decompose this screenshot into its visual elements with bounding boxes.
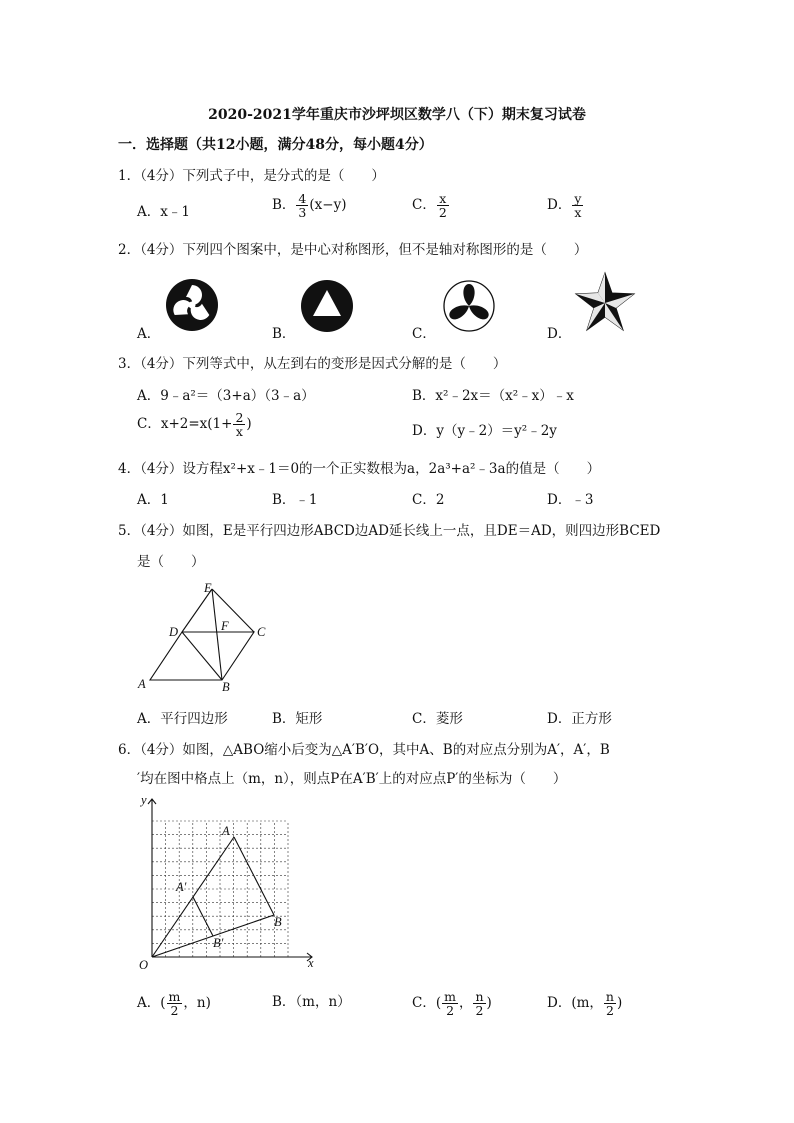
label-f: F — [221, 619, 229, 633]
label-a: A — [138, 677, 146, 691]
q6-option-c-separator: ， — [458, 995, 473, 1012]
q3-option-c-fraction — [233, 411, 245, 438]
q1-option-b-fraction — [296, 192, 308, 219]
q6-option-a-fraction — [167, 990, 183, 1017]
q6-stem-line1: 6．（4分）如图，△ABO缩小后变为△A′B′O，其中A、B的对应点分别为A′，A′，B — [118, 742, 610, 758]
q6-option-a[interactable] — [137, 990, 211, 1017]
page-title: 2020-2021学年重庆市沙坪坝区数学八（下）期末复习试卷 — [208, 107, 586, 123]
q5-parallelogram-figure — [132, 578, 282, 696]
segment-ec — [212, 589, 254, 632]
q6-option-d-suffix: ) — [616, 995, 623, 1012]
q6-option-d[interactable] — [547, 990, 622, 1017]
q6-option-b[interactable]: B．（m，n） — [272, 994, 351, 1010]
q6-d-numerator: n — [605, 989, 614, 1004]
q1-stem: 1．（4分）下列式子中，是分式的是（ ） — [118, 168, 385, 184]
q2-option-d[interactable]: D． — [547, 326, 572, 342]
q5-option-d[interactable]: D．正方形 — [547, 711, 612, 727]
q3-stem: 3．（4分）下列等式中，从左到右的变形是因式分解的是（ ） — [118, 356, 507, 372]
q1-option-c-prefix: C． — [412, 197, 436, 214]
q5-stem-line1: 5．（4分）如图，E是平行四边形ABCD边AD延长线上一点，且DE＝AD，则四边形BCED — [118, 523, 661, 539]
q5-stem-line2: 是（ ） — [137, 554, 205, 570]
label-d: D — [169, 625, 179, 639]
q2-option-b[interactable]: B． — [272, 326, 296, 342]
pattern-b-circle-triangle-icon — [300, 279, 354, 333]
q3-option-c[interactable] — [137, 411, 252, 438]
q6-option-d-prefix: D．(m， — [547, 995, 603, 1012]
q1-option-d[interactable] — [547, 192, 584, 219]
q3-option-c-prefix: C．x+2=x(1+ — [137, 416, 233, 433]
segment-db — [182, 632, 222, 680]
pattern-c-three-petal-icon — [442, 279, 496, 333]
q5-option-a[interactable]: A．平行四边形 — [137, 711, 228, 727]
q6-option-c-fraction-1 — [442, 990, 458, 1017]
q6-c-numerator-2: n — [475, 989, 484, 1004]
q2-option-c[interactable]: C． — [412, 326, 436, 342]
label-e: E — [204, 581, 212, 595]
q1-option-b-prefix: B． — [272, 197, 296, 214]
q1-d-numerator: y — [574, 191, 582, 206]
q6-option-c-fraction-2 — [473, 990, 485, 1017]
q6-c-denominator-2: 2 — [475, 1003, 484, 1019]
label-b: B — [222, 680, 230, 694]
q3-option-d[interactable]: D．y（y﹣2）＝y²﹣2y — [412, 423, 557, 439]
q1-d-denominator: x — [574, 205, 582, 221]
segment-eb — [212, 589, 222, 680]
q4-option-c[interactable]: C．2 — [412, 492, 445, 508]
q6-option-d-fraction — [604, 990, 616, 1017]
q6-option-c[interactable] — [412, 990, 492, 1017]
q1-option-c[interactable] — [412, 192, 450, 219]
q6-stem-line2: ′均在图中格点上（m，n），则点P在A′B′上的对应点P′的坐标为（ ） — [137, 771, 567, 787]
q3-option-b[interactable]: B．x²﹣2x＝（x²﹣x）﹣x — [412, 388, 574, 404]
q6-coordinate-grid-figure — [136, 795, 326, 975]
q6-d-denominator: 2 — [605, 1003, 614, 1019]
q1-option-c-fraction — [437, 192, 449, 219]
q6-a-numerator: m — [168, 989, 181, 1004]
section-heading: 一．选择题（共12小题，满分48分，每小题4分） — [118, 137, 433, 153]
q5-option-b[interactable]: B．矩形 — [272, 711, 323, 727]
q6-c-denominator-1: 2 — [446, 1003, 455, 1019]
q4-option-b[interactable]: B．﹣1 — [272, 492, 318, 508]
q2-option-a[interactable]: A． — [137, 326, 161, 342]
q1-option-b-suffix: (x−y) — [309, 197, 347, 214]
axis-label-y: y — [141, 793, 147, 807]
q1-c-denominator: 2 — [438, 205, 447, 221]
q1-option-a[interactable]: A．x﹣1 — [137, 204, 190, 220]
q6-a-denominator: 2 — [170, 1003, 179, 1019]
label-a: A — [222, 824, 230, 838]
q1-c-numerator: x — [437, 192, 449, 206]
q2-stem: 2．（4分）下列四个图案中，是中心对称图形，但不是轴对称图形的是（ ） — [118, 242, 588, 258]
q6-option-c-prefix: C．( — [412, 995, 442, 1012]
q4-option-a[interactable]: A．1 — [137, 492, 169, 508]
q1-b-denominator: 3 — [298, 205, 307, 221]
q6-option-c-suffix: ) — [486, 995, 492, 1012]
pattern-d-star-icon — [574, 272, 636, 334]
q6-option-a-suffix: ，n) — [183, 995, 211, 1012]
q1-b-numerator: 4 — [298, 191, 307, 206]
label-o: O — [139, 958, 149, 972]
segment-de — [182, 589, 212, 632]
axis-label-x: x — [308, 956, 314, 970]
q4-stem: 4．（4分）设方程x²+x﹣1＝0的一个正实数根为a，2a³+a²﹣3a的值是（ ） — [118, 461, 601, 477]
segment-ab — [234, 837, 274, 915]
q4-option-d[interactable]: D．﹣3 — [547, 492, 594, 508]
label-b-prime: B′ — [213, 936, 224, 950]
q6-c-numerator-1: m — [444, 989, 456, 1004]
label-b: B — [274, 915, 282, 929]
q3-c-numerator: 2 — [235, 410, 244, 425]
label-c: C — [257, 625, 266, 639]
q3-c-denominator: x — [235, 424, 243, 440]
q6-option-a-prefix: A．( — [137, 995, 166, 1012]
q5-option-c[interactable]: C．菱形 — [412, 711, 463, 727]
q3-option-a[interactable]: A．9﹣a²＝（3+a）（3﹣a） — [137, 388, 315, 404]
label-a-prime: A′ — [176, 880, 187, 894]
q3-option-c-suffix: ) — [246, 416, 252, 433]
q1-option-b[interactable] — [272, 192, 346, 219]
q1-option-d-prefix: D． — [547, 197, 572, 214]
q1-option-d-fraction — [572, 192, 583, 219]
pattern-a-swirl-icon — [164, 277, 220, 333]
